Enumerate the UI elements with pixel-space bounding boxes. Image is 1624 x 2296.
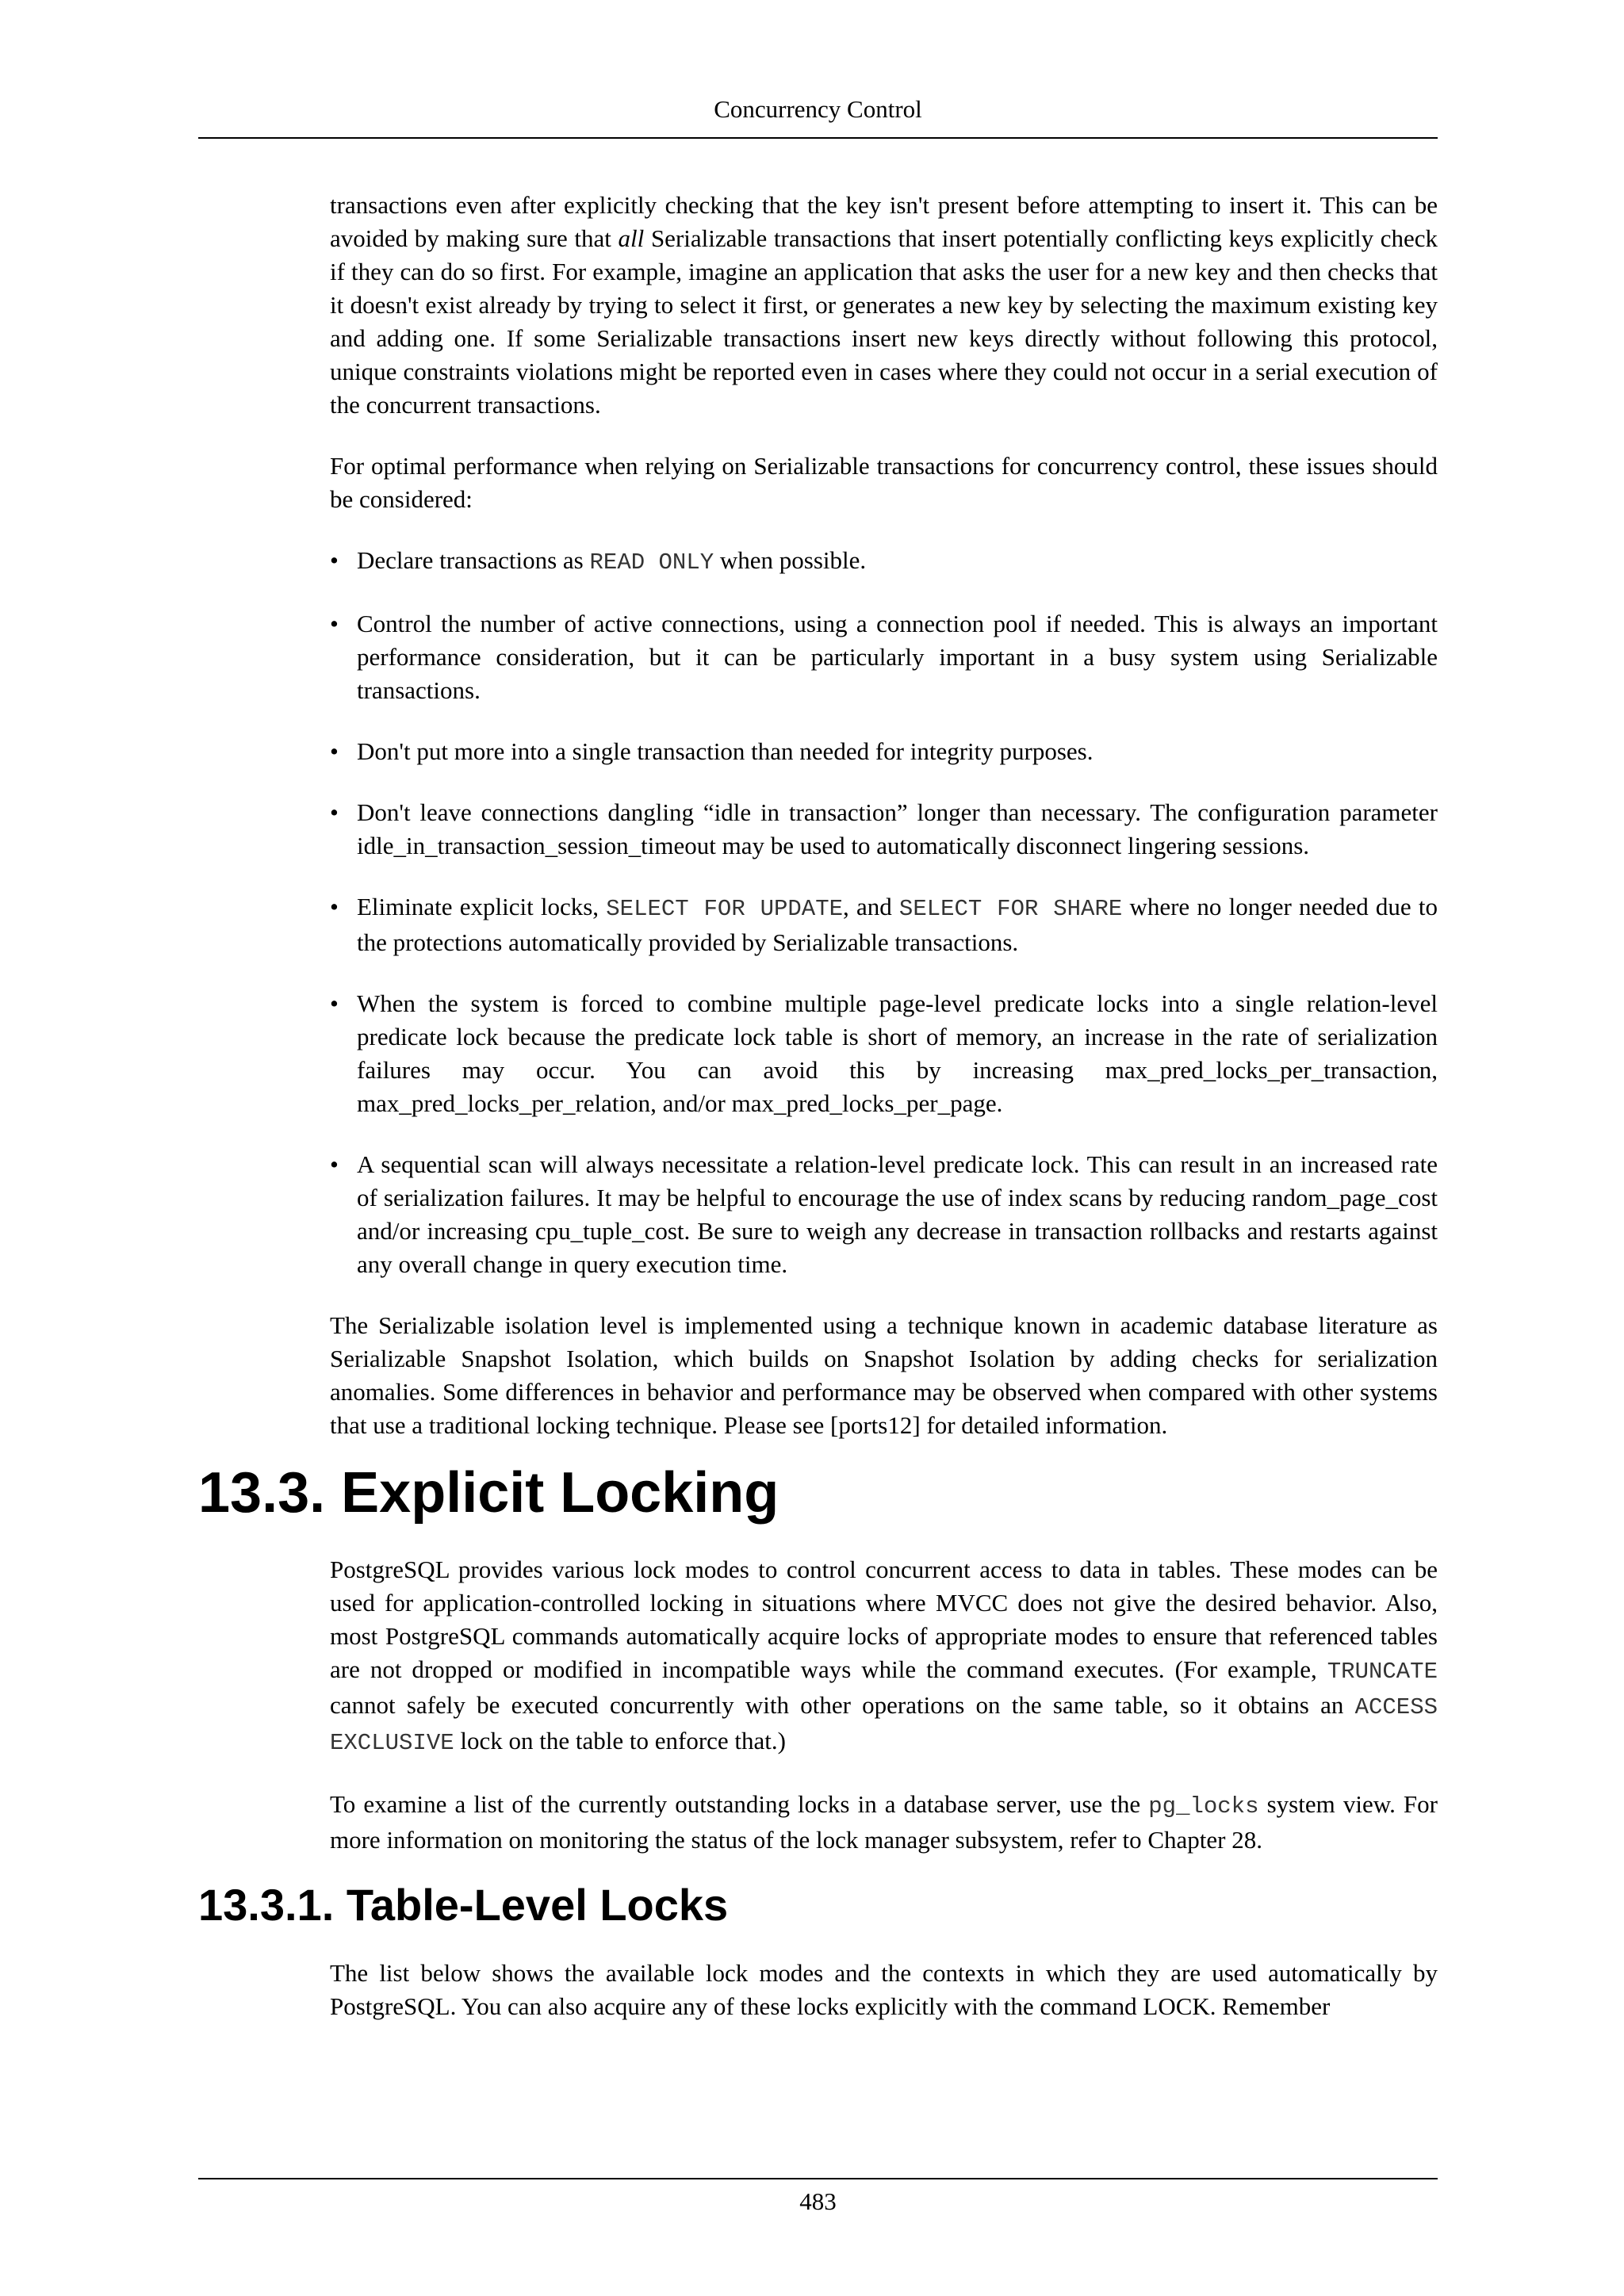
paragraph-lock-list-intro: The list below shows the available lock modes and the contexts in which they are used automatically by PostgreSQL. You can also acquire any of these locks explicitly with the command LOCK. Remember bbox=[330, 1959, 1438, 2020]
code-select-for-share: SELECT FOR SHARE bbox=[898, 896, 1123, 922]
list-item: • Declare transactions as READ ONLY when possible. bbox=[330, 544, 1438, 580]
list-item: • Control the number of active connections, using a connection pool if needed. This is always an important performance consideration, but it can be particularly important in a busy system using Serializable transactions. bbox=[330, 607, 1438, 707]
bullet-glyph: • bbox=[330, 989, 339, 1017]
paragraph-unique-keys: transactions even after explicitly checking that the key isn't present before attempting to insert it. This can be avoided by making sure that all Serializable transactions that insert potentially conflicting keys explicitly check if they can do so first. For example, imagine an application that asks the user for a new key and then checks that it doesn't exist already by trying to select it first, or generates a new key by selecting the maximum existing key and adding one. If some Serializable transactions insert new keys directly without following this protocol, unique constraints violations might be reported even in cases where they could not occur in a serial execution of the concurrent transactions. bbox=[330, 191, 1438, 419]
bullet-glyph: • bbox=[330, 610, 339, 637]
paragraph-lock-modes: PostgreSQL provides various lock modes to control concurrent access to data in tables. These modes can be used for application-controlled locking in situations where MVCC does not give the desired behavior. Also, most PostgreSQL commands automatically acquire locks of appropriate modes to ensure that referenced tables are not dropped or modified in incompatible ways while the command executes. (For example, TRUNCATE cannot safely be executed concurrently with other operations on the same table, so it obtains an ACCESS EXCLUSIVE lock on the table to enforce that.) bbox=[330, 1556, 1438, 1756]
footer-rule bbox=[198, 2178, 1438, 2179]
section-heading-explicit-locking: 13.3. Explicit Locking bbox=[198, 1461, 779, 1525]
paragraph-performance-intro: For optimal performance when relying on Serializable transactions for concurrency control, these issues should be considered: bbox=[330, 452, 1438, 513]
paragraph-pg-locks: To examine a list of the currently outstanding locks in a database server, use the pg_locks system view. For more information on monitoring the status of the lock manager subsystem, refer to Chapter 28. bbox=[330, 1790, 1438, 1854]
bullet-glyph: • bbox=[330, 893, 339, 920]
list-item: • Eliminate explicit locks, SELECT FOR UPDATE, and SELECT FOR SHARE where no longer needed due to the protections automatically provided by Serializable transactions. bbox=[330, 890, 1438, 959]
code-truncate: TRUNCATE bbox=[1327, 1659, 1438, 1685]
list-item: • A sequential scan will always necessitate a relation-level predicate lock. This can result in an increased rate of serialization failures. It may be helpful to encourage the use of index scans by reducing random_page_cost and/or increasing cpu_tuple_cost. Be sure to weigh any decrease in transaction rollbacks and restarts against any overall change in query execution time. bbox=[330, 1148, 1438, 1281]
subsection-heading-table-level-locks: 13.3.1. Table-Level Locks bbox=[198, 1880, 729, 1930]
bullet-glyph: • bbox=[330, 737, 339, 765]
paragraph-ssi: The Serializable isolation level is implemented using a technique known in academic database literature as Serializable Snapshot Isolation, which builds on Snapshot Isolation by adding checks for serialization anomalies. Some differences in behavior and performance may be observed when compared with other systems that use a traditional locking technique. Please see [ports12] for detailed information. bbox=[330, 1311, 1438, 1439]
bullet-glyph: • bbox=[330, 798, 339, 826]
bullet-glyph: • bbox=[330, 1150, 339, 1178]
emphasis-all: all bbox=[618, 224, 645, 252]
code-access-exclusive: ACCESS EXCLUSIVE bbox=[330, 1694, 1438, 1756]
code-select-for-update: SELECT FOR UPDATE bbox=[606, 896, 844, 922]
running-header: Concurrency Control bbox=[714, 95, 922, 123]
list-item: • When the system is forced to combine multiple page-level predicate locks into a single relation-level predicate lock because the predicate lock table is short of memory, an increase in the rate of serialization failures may occur. You can avoid this by increasing max_pred_locks_per_transaction, max_pred_locks_per_relation, and/or max_pred_locks_per_page. bbox=[330, 987, 1438, 1120]
code-pg-locks: pg_locks bbox=[1148, 1793, 1259, 1820]
page-number: 483 bbox=[799, 2187, 837, 2215]
list-item: • Don't leave connections dangling “idle in transaction” longer than necessary. The configuration parameter idle_in_transaction_session_timeout may be used to automatically disconnect lingering sessions. bbox=[330, 796, 1438, 863]
header-rule bbox=[198, 137, 1438, 139]
bullet-glyph: • bbox=[330, 546, 339, 574]
page-body bbox=[198, 189, 1438, 2051]
code-read-only: READ ONLY bbox=[589, 549, 714, 576]
performance-tips-list bbox=[330, 544, 1438, 1281]
list-item: • Don't put more into a single transaction than needed for integrity purposes. bbox=[330, 735, 1438, 768]
